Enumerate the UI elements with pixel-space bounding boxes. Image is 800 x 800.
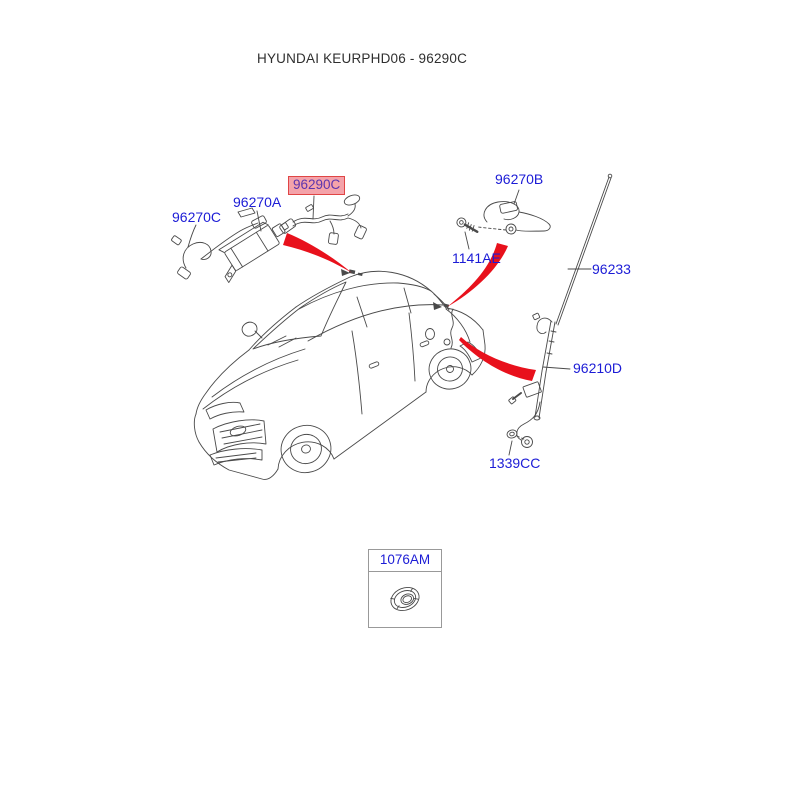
part-label-1141ae[interactable]: 1141AE [452,250,501,266]
part-96233-drawing[interactable] [556,174,612,325]
grommet-illustration [369,572,441,626]
part-label-96233[interactable]: 96233 [592,261,631,277]
part-label-96290c-highlighted[interactable]: 96290C [288,176,345,195]
part-label-96210d[interactable]: 96210D [573,360,623,376]
part-label-1076am[interactable]: 1076AM [369,550,441,572]
inset-box-1076am [368,549,442,628]
part-1141ae-drawing[interactable] [456,217,480,233]
part-label-96270a[interactable]: 96270A [233,194,282,210]
car-illustration [194,271,485,479]
part-1339cc-drawing[interactable] [506,429,526,440]
part-label-96270c[interactable]: 96270C [172,209,222,225]
part-label-96270b[interactable]: 96270B [495,171,544,187]
part-label-1339cc[interactable]: 1339CC [489,455,541,471]
part-96270b-drawing[interactable] [478,201,550,234]
page-title: HYUNDAI KEURPHD06 - 96290C [257,51,468,66]
arrow-roof-location [283,233,352,273]
part-96270a-drawing[interactable] [211,208,296,283]
roof-antenna-detail [341,269,363,276]
